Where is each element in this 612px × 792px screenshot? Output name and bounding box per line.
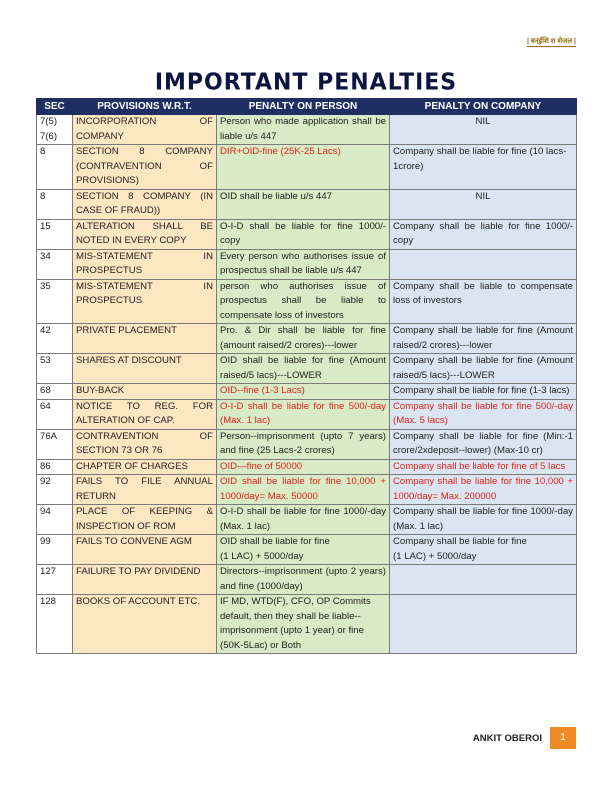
company-penalty-cell: [390, 249, 577, 279]
table-row: [37, 475, 577, 505]
provision-cell: PRIVATE PLACEMENT: [73, 324, 217, 354]
company-penalty-cell: Company shall be liable for fine 500/-day (Max. 5 lacs): [390, 399, 577, 429]
header-tag: | बन्ईशि श शेजल |: [526, 38, 576, 45]
sec-cell: 35: [37, 279, 73, 324]
provision-cell: PLACE OF KEEPING & INSPECTION OF ROM: [73, 505, 217, 535]
sec-cell: 8: [37, 189, 73, 219]
person-penalty-cell: OID shall be liable u/s 447: [217, 189, 390, 219]
provision-cell: BUY-BACK: [73, 384, 217, 400]
provision-cell: FAILS TO FILE ANNUAL RETURN: [73, 475, 217, 505]
person-penalty-cell: OID shall be liable for fine (1 LAC) + 5000/day: [217, 535, 390, 565]
column-header-penalty-person: PENALTY ON PERSON: [217, 99, 390, 115]
table-row: [37, 399, 577, 429]
sec-cell: 127: [37, 565, 73, 595]
table-row: [37, 219, 577, 249]
sec-cell: 86: [37, 459, 73, 475]
sec-cell: 34: [37, 249, 73, 279]
person-penalty-cell: O-I-D shall be liable for fine 1000/-copy: [217, 219, 390, 249]
sec-cell: 76A: [37, 429, 73, 459]
footer-author: ANKIT OBEROI: [472, 733, 542, 744]
column-header-sec: SEC: [37, 99, 73, 115]
person-penalty-cell: Person--imprisonment (upto 7 years) and fine (25 Lacs-2 crores): [217, 429, 390, 459]
provision-cell: FAILS TO CONVENE AGM: [73, 535, 217, 565]
company-penalty-cell: NIL: [390, 189, 577, 219]
provision-cell: CONTRAVENTION OF SECTION 73 OR 76: [73, 429, 217, 459]
table-row: [37, 384, 577, 400]
sec-cell: 92: [37, 475, 73, 505]
sec-cell: 8: [37, 145, 73, 190]
table-row: [37, 279, 577, 324]
person-penalty-cell: IF MD, WTD(F), CFO, OP Commits default, then they shall be liable--imprisonment (upto 1 year) or fine (50K-5Lac) or Both: [217, 595, 390, 654]
company-penalty-cell: Company shall be liable for fine (1 LAC) + 5000/day: [390, 535, 577, 565]
provision-cell: CHAPTER OF CHARGES: [73, 459, 217, 475]
provision-cell: FAILURE TO PAY DIVIDEND: [73, 565, 217, 595]
person-penalty-cell: OID shall be liable for fine 10,000 + 1000/day= Max. 50000: [217, 475, 390, 505]
company-penalty-cell: [390, 595, 577, 654]
company-penalty-cell: Company shall be liable for fine 1000/-copy: [390, 219, 577, 249]
company-penalty-cell: Company shall be liable for fine (Min:-1 crore/2xdeposit--lower) (Max-10 cr): [390, 429, 577, 459]
table-row: [37, 459, 577, 475]
person-penalty-cell: Person who made application shall be liable u/s 447: [217, 115, 390, 145]
person-penalty-cell: O-I-D shall be liable for fine 500/-day (Max. 1 lac): [217, 399, 390, 429]
sec-cell: 99: [37, 535, 73, 565]
table-row: [37, 505, 577, 535]
sec-cell: 68: [37, 384, 73, 400]
table-row: [37, 535, 577, 565]
provision-cell: SHARES AT DISCOUNT: [73, 354, 217, 384]
table-row: [37, 595, 577, 654]
provision-cell: MIS-STATEMENT IN PROSPECTUS: [73, 279, 217, 324]
person-penalty-cell: Directors--imprisonment (upto 2 years) and fine (1000/day): [217, 565, 390, 595]
person-penalty-cell: Pro. & Dir shall be liable for fine (amount raised/2 crores)---lower: [217, 324, 390, 354]
sec-cell: 64: [37, 399, 73, 429]
penalties-table: [36, 98, 577, 654]
company-penalty-cell: Company shall be liable for fine (Amount raised/2 crores)---lower: [390, 324, 577, 354]
company-penalty-cell: Company shall be liable for fine 10,000 + 1000/day= Max. 200000: [390, 475, 577, 505]
sec-cell: 7(5) 7(6): [37, 115, 73, 145]
provision-cell: NOTICE TO REG. FOR ALTERATION OF CAP.: [73, 399, 217, 429]
provision-cell: MIS-STATEMENT IN PROSPECTUS: [73, 249, 217, 279]
person-penalty-cell: OID—fine of 50000: [217, 459, 390, 475]
sec-cell: 128: [37, 595, 73, 654]
table-row: [37, 324, 577, 354]
sec-cell: 53: [37, 354, 73, 384]
provision-cell: BOOKS OF ACCOUNT ETC.: [73, 595, 217, 654]
person-penalty-cell: person who authorises issue of prospectus shall be liable to compensate loss of investors: [217, 279, 390, 324]
column-header-provisions: PROVISIONS W.R.T.: [73, 99, 217, 115]
page-number-badge: 1: [550, 727, 576, 749]
table-row: [37, 565, 577, 595]
company-penalty-cell: [390, 565, 577, 595]
company-penalty-cell: NIL: [390, 115, 577, 145]
provision-cell: INCORPORATION OF COMPANY: [73, 115, 217, 145]
provision-cell: ALTERATION SHALL BE NOTED IN EVERY COPY: [73, 219, 217, 249]
sec-cell: 94: [37, 505, 73, 535]
company-penalty-cell: Company shall be liable for fine (Amount raised/5 lacs)---LOWER: [390, 354, 577, 384]
person-penalty-cell: Every person who authorises issue of prospectus shall be liable u/s 447: [217, 249, 390, 279]
person-penalty-cell: DIR+OID-fine (25K-25 Lacs): [217, 145, 390, 190]
provision-cell: SECTION 8 COMPANY (IN CASE OF FRAUD)): [73, 189, 217, 219]
sec-cell: 42: [37, 324, 73, 354]
company-penalty-cell: Company shall be liable to compensate loss of investors: [390, 279, 577, 324]
person-penalty-cell: OID shall be liable for fine (Amount raised/5 lacs)---LOWER: [217, 354, 390, 384]
table-row: [37, 189, 577, 219]
person-penalty-cell: O-I-D shall be liable for fine 1000/-day (Max. 1 lac): [217, 505, 390, 535]
person-penalty-cell: OID--fine (1-3 Lacs): [217, 384, 390, 400]
company-penalty-cell: Company shall be liable for fine 1000/-day (Max. 1 lac): [390, 505, 577, 535]
provision-cell: SECTION 8 COMPANY (CONTRAVENTION OF PROVISIONS): [73, 145, 217, 190]
table-header-row: [37, 99, 577, 115]
sec-cell: 15: [37, 219, 73, 249]
table-row: [37, 145, 577, 190]
table-body: [37, 115, 577, 654]
company-penalty-cell: Company shall be liable for fine (10 lacs-1crore): [390, 145, 577, 190]
page-title: IMPORTANT PENALTIES: [154, 69, 458, 96]
table-row: [37, 115, 577, 145]
company-penalty-cell: Company shall be liable for fine of 5 lacs: [390, 459, 577, 475]
company-penalty-cell: Company shall be liable for fine (1-3 lacs): [390, 384, 577, 400]
table-row: [37, 354, 577, 384]
table-row: [37, 249, 577, 279]
column-header-penalty-company: PENALTY ON COMPANY: [390, 99, 577, 115]
table-row: [37, 429, 577, 459]
